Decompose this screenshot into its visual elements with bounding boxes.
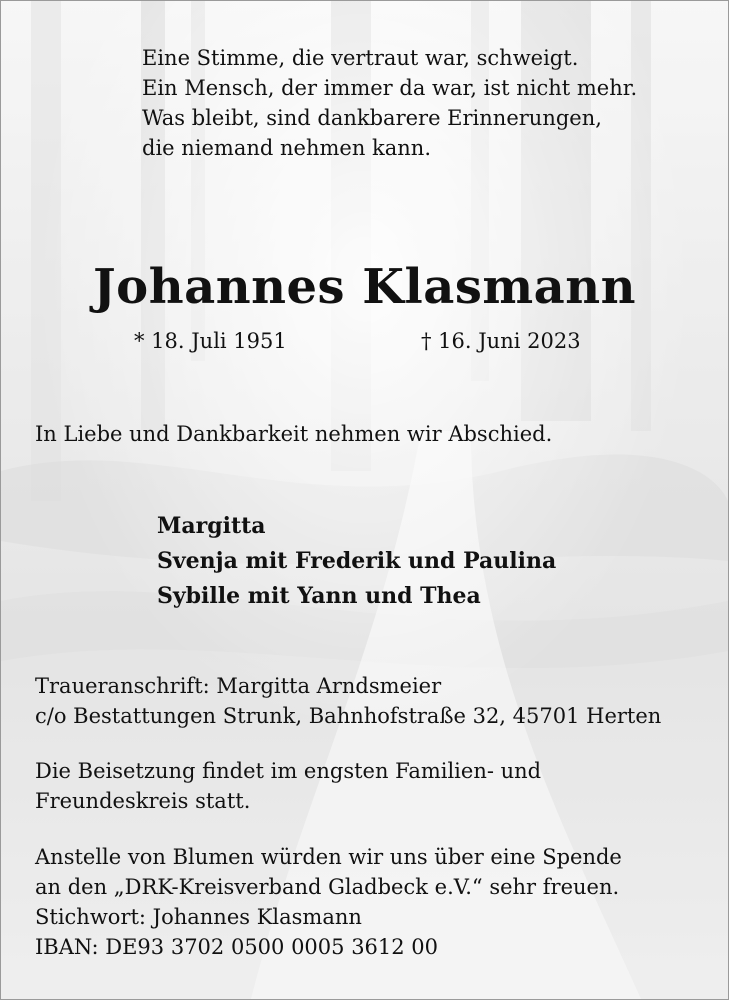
donation-line: Anstelle von Blumen würden wir uns über eine Spende <box>35 845 622 869</box>
address-line: Traueranschrift: Margitta Arndsmeier <box>35 674 442 698</box>
mourner-name: Margitta <box>157 513 266 539</box>
funeral-line: Die Beisetzung findet im engsten Familien- und <box>35 759 542 783</box>
mourners-list <box>157 509 556 614</box>
mourner-name: Svenja mit Frederik und Paulina <box>157 548 557 574</box>
poem-line: Eine Stimme, die vertraut war, schweigt. <box>142 46 579 70</box>
address-line: c/o Bestattungen Strunk, Bahnhofstraße 32, 45701 Herten <box>35 704 662 728</box>
donation-iban: IBAN: DE93 3702 0500 0005 3612 00 <box>35 935 439 959</box>
memorial-poem <box>142 43 637 163</box>
donation-keyword: Stichwort: Johannes Klasmann <box>35 905 362 929</box>
birth-date: * 18. Juli 1951 <box>134 329 287 353</box>
donation-line: an den „DRK-Kreisverband Gladbeck e.V.“ sehr freuen. <box>35 875 620 899</box>
mourning-address <box>35 671 661 731</box>
poem-line: Was bleibt, sind dankbarere Erinnerungen, <box>142 106 602 130</box>
funeral-line: Freundeskreis statt. <box>35 789 251 813</box>
poem-line: die niemand nehmen kann. <box>142 136 431 160</box>
donation-request <box>35 842 622 962</box>
farewell-statement: In Liebe und Dankbarkeit nehmen wir Abschied. <box>35 422 553 446</box>
poem-line: Ein Mensch, der immer da war, ist nicht mehr. <box>142 76 638 100</box>
funeral-note <box>35 756 541 816</box>
mourner-name: Sybille mit Yann und Thea <box>157 583 481 609</box>
death-date: † 16. Juni 2023 <box>421 329 581 353</box>
deceased-name: Johannes Klasmann <box>92 259 637 315</box>
